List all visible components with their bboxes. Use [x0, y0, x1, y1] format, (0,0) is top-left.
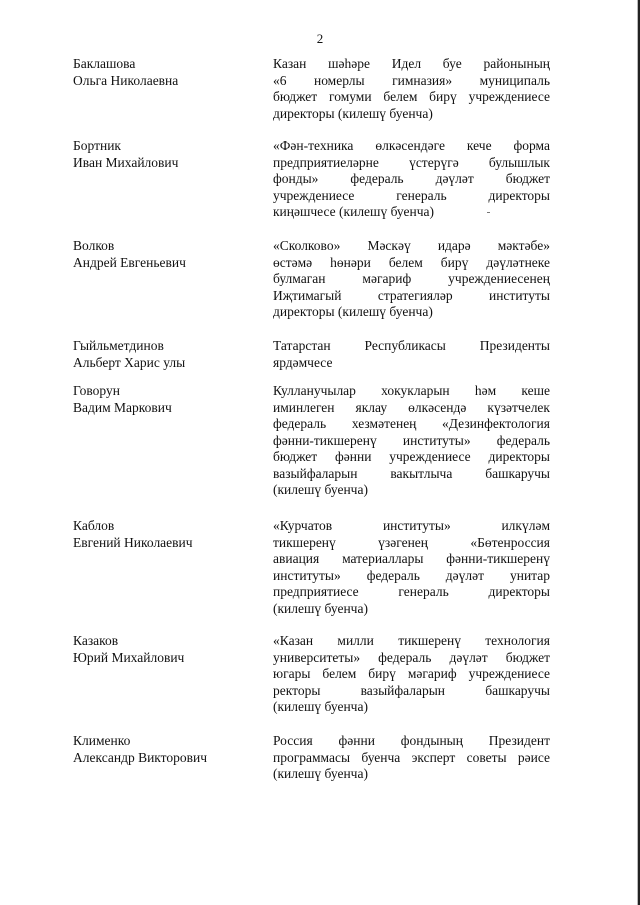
member-surname: Говорун — [73, 383, 120, 398]
member-surname: Баклашова — [73, 56, 136, 71]
position-line: тикшеренү үзәгенең «Бөтенроссия — [273, 534, 550, 550]
position-line: иминлеген яклау өлкәсендә күзәтчелек — [273, 399, 550, 415]
member-position — [273, 518, 550, 617]
position-line: (килешү буенча) — [273, 766, 368, 781]
position-line: предприятиесе генераль директоры — [273, 584, 550, 599]
member-name — [73, 138, 258, 171]
member-position — [273, 138, 550, 221]
position-line: (килешү буенча) — [273, 482, 368, 497]
position-line: авиация материаллары фәнни-тикшеренү — [273, 551, 550, 566]
position-line: федераль хезмәтенең «Дезинфектология — [273, 416, 550, 431]
member-position — [273, 338, 550, 371]
position-line: вазыйфаларын вакытлыча башкаручы — [273, 465, 550, 481]
member-given-names: Ольга Николаевна — [73, 72, 179, 88]
member-name — [73, 338, 258, 371]
member-name — [73, 238, 258, 271]
member-name — [73, 56, 258, 89]
member-position — [273, 56, 550, 122]
member-position — [273, 633, 550, 716]
member-surname: Казаков — [73, 633, 119, 648]
member-surname: Гыйльметдинов — [73, 338, 164, 353]
position-line: югары белем бирү мәгариф учреждениесе — [273, 666, 550, 681]
position-line: институты» федераль дәүләт унитар — [273, 567, 550, 583]
position-line: бюджет фәнни учреждениесе директоры — [273, 449, 550, 464]
member-surname: Клименко — [73, 733, 131, 748]
position-line: программасы буенча эксперт советы рәисе — [273, 749, 550, 765]
member-position — [273, 733, 550, 783]
position-line: Кулланучылар хокукларын һәм кеше — [273, 383, 550, 398]
position-line: Татарстан Республикасы Президенты — [273, 338, 550, 353]
position-line: «6 номерлы гимназия» муниципаль — [273, 72, 550, 88]
position-line: Иҗтимагый стратегияләр институты — [273, 287, 550, 303]
position-line: Россия фәнни фондының Президент — [273, 733, 550, 748]
member-given-names: Евгений Николаевич — [73, 534, 193, 550]
position-line: «Казан милли тикшеренү технология — [273, 633, 550, 648]
position-line: предприятиеләрне үстерүгә булышлык — [273, 154, 550, 170]
member-given-names: Александр Викторович — [73, 749, 208, 765]
scan-speck — [487, 212, 490, 213]
position-line: «Сколково» Мәскәү идарә мәктәбе» — [273, 238, 550, 253]
position-line: учреждениесе генераль директоры — [273, 187, 550, 203]
position-line: бюджет гомуми белем бирү учреждениесе — [273, 89, 550, 104]
position-line: өстәмә һөнәри белем бирү дәүләтнеке — [273, 254, 550, 270]
position-line: директоры (килешү буенча) — [273, 105, 433, 121]
member-surname: Каблов — [73, 518, 115, 533]
position-line: булмаган мәгариф учреждениесенең — [273, 271, 550, 286]
position-line: Казан шәһәре Идел буе районының — [273, 56, 550, 71]
position-line: «Фән-техника өлкәсендәге кече форма — [273, 138, 550, 153]
member-name — [73, 733, 258, 766]
position-line: университеты» федераль дәүләт бюджет — [273, 649, 550, 665]
position-line: фонды» федераль дәүләт бюджет — [273, 171, 550, 186]
position-line: ярдәмчесе — [273, 354, 333, 370]
position-line: фәнни-тикшеренү институты» федераль — [273, 432, 550, 448]
position-line: «Курчатов институты» илкүләм — [273, 518, 550, 533]
member-name — [73, 518, 258, 551]
member-given-names: Юрий Михайлович — [73, 649, 185, 665]
member-position — [273, 383, 550, 499]
position-line: (килешү буенча) — [273, 600, 368, 616]
member-position — [273, 238, 550, 321]
member-given-names: Альберт Харис улы — [73, 354, 186, 370]
member-given-names: Иван Михайлович — [73, 154, 179, 170]
member-surname: Волков — [73, 238, 115, 253]
page-number: 2 — [316, 31, 324, 46]
member-name — [73, 633, 258, 666]
position-line: директоры (килешү буенча) — [273, 304, 433, 319]
position-line: ректоры вазыйфаларын башкаручы — [273, 682, 550, 698]
member-surname: Бортник — [73, 138, 121, 153]
member-given-names: Вадим Маркович — [73, 399, 172, 415]
member-name — [73, 383, 258, 416]
member-given-names: Андрей Евгеньевич — [73, 254, 186, 270]
position-line: (килешү буенча) — [273, 699, 368, 714]
position-line: киңәшчесе (килешү буенча) — [273, 204, 434, 219]
